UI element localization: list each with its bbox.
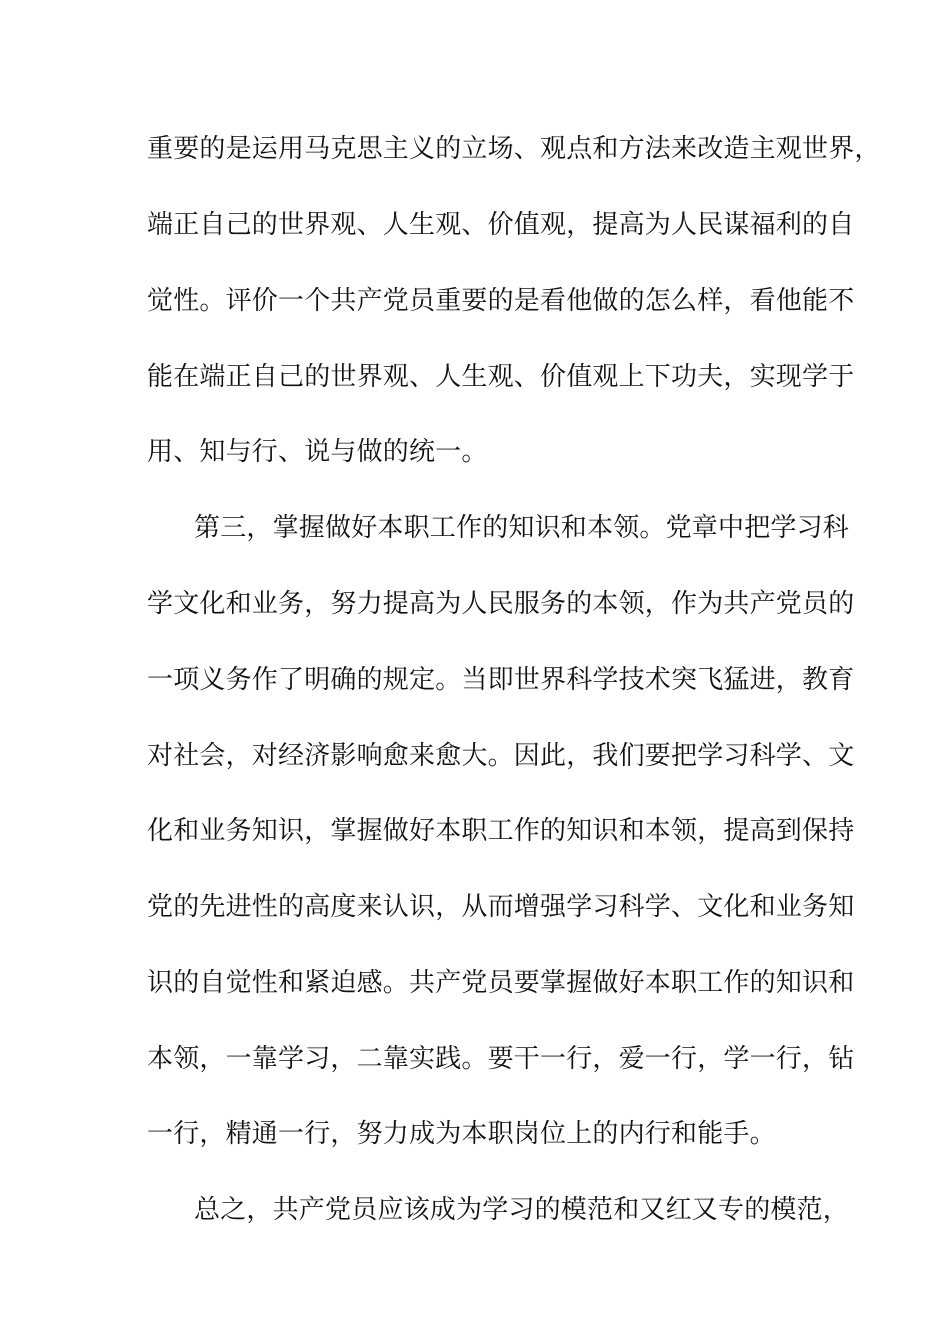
text-line: 用、知与行、说与做的统一。 xyxy=(147,437,488,467)
text-line: 对社会，对经济影响愈来愈大。因此，我们要把学习科学、文 xyxy=(147,741,855,771)
text-line: 能在端正自己的世界观、人生观、价值观上下功夫，实现学于 xyxy=(147,362,855,392)
text-line: 识的自觉性和紧迫感。共产党员要掌握做好本职工作的知识和 xyxy=(147,968,855,998)
text-line: 端正自己的世界观、人生观、价值观，提高为人民谋福利的自 xyxy=(147,210,855,240)
paragraph-start-line: 总之，共产党员应该成为学习的模范和又红又专的模范， xyxy=(194,1195,850,1225)
text-line: 学文化和业务，努力提高为人民服务的本领，作为共产党员的 xyxy=(147,589,855,619)
text-line: 重要的是运用马克思主义的立场、观点和方法来改造主观世界， xyxy=(147,134,881,164)
paragraph-start-line: 第三，掌握做好本职工作的知识和本领。党章中把学习科 xyxy=(194,513,850,543)
text-line: 一行，精通一行，努力成为本职岗位上的内行和能手。 xyxy=(147,1119,776,1149)
text-line: 一项义务作了明确的规定。当即世界科学技术突飞猛进，教育 xyxy=(147,665,855,695)
text-line: 觉性。评价一个共产党员重要的是看他做的怎么样，看他能不 xyxy=(147,286,855,316)
text-line: 化和业务知识，掌握做好本职工作的知识和本领，提高到保持 xyxy=(147,816,855,846)
text-line: 党的先进性的高度来认识，从而增强学习科学、文化和业务知 xyxy=(147,892,855,922)
text-line: 本领，一靠学习，二靠实践。要干一行，爱一行，学一行，钻 xyxy=(147,1044,855,1074)
